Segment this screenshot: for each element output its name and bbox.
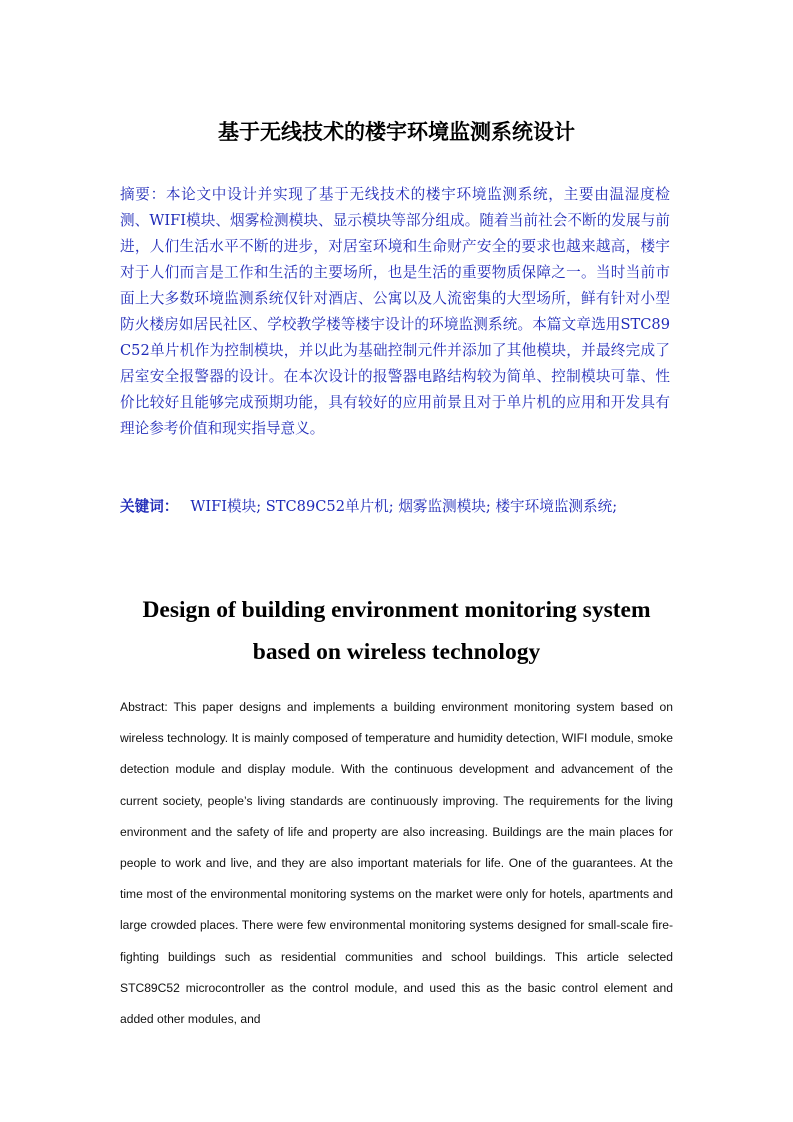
chinese-title: 基于无线技术的楼宇环境监测系统设计 (218, 120, 575, 144)
english-title-line-1: Design of building environment monitoring system (142, 597, 651, 623)
chinese-abstract (120, 182, 670, 442)
english-title-line-2: based on wireless technology (252, 639, 541, 665)
chinese-keywords (120, 495, 680, 519)
chinese-keywords-text: WIFI模块; STC89C52单片机; 烟雾监测模块; 楼宇环境监测系统; (190, 498, 618, 515)
english-title (0, 589, 793, 673)
chinese-abstract-label: 摘要： (120, 186, 166, 203)
chinese-abstract-text: 本论文中设计并实现了基于无线技术的楼宇环境监测系统，主要由温湿度检测、WIFI模块、烟雾检测模块、显示模块等部分组成。随着当前社会不断的发展与前进，人们生活水平不断的进步，对居室环境和生命财产安全的要求也越来越高，楼宇对于人们而言是工作和生活的主要场所，也是生活的重要物质保障之一。当时当前市面上大多数环境监测系统仅针对酒店、公寓以及人流密集的大型场所，鲜有针对小型防火楼房如居民社区、学校教学楼等楼宇设计的环境监测系统。本篇文章选用STC89C52单片机作为控制模块，并以此为基础控制元件并添加了其他模块，并最终完成了居室安全报警器的设计。在本次设计的报警器电路结构较为简单、控制模块可靠、性价比较好且能够完成预期功能，具有较好的应用前景且对于单片机的应用和开发具有理论参考价值和现实指导意义。 (120, 186, 670, 437)
chinese-keywords-label: 关键词： (120, 498, 179, 515)
english-abstract: Abstract: This paper designs and implements a building environment monitoring system based on wireless technology. It is mainly composed of temperature and humidity detection, WIFI module, smoke detection module and display module. With the continuous development and advancement of the current society, people’s living standards are continuously improving. The requirements for the living environment and the safety of life and property are also increasing. Buildings are the main places for people to work and live, and they are also important materials for life. One of the guarantees. At the time most of the environmental monitoring systems on the market were only for hotels, apartments and large crowded places. There were few environmental monitoring systems designed for small-scale fire-fighting buildings such as residential communities and school buildings. This article selected STC89C52 microcontroller as the control module, and used this as the basic control element and added other modules, and (120, 700, 673, 1027)
